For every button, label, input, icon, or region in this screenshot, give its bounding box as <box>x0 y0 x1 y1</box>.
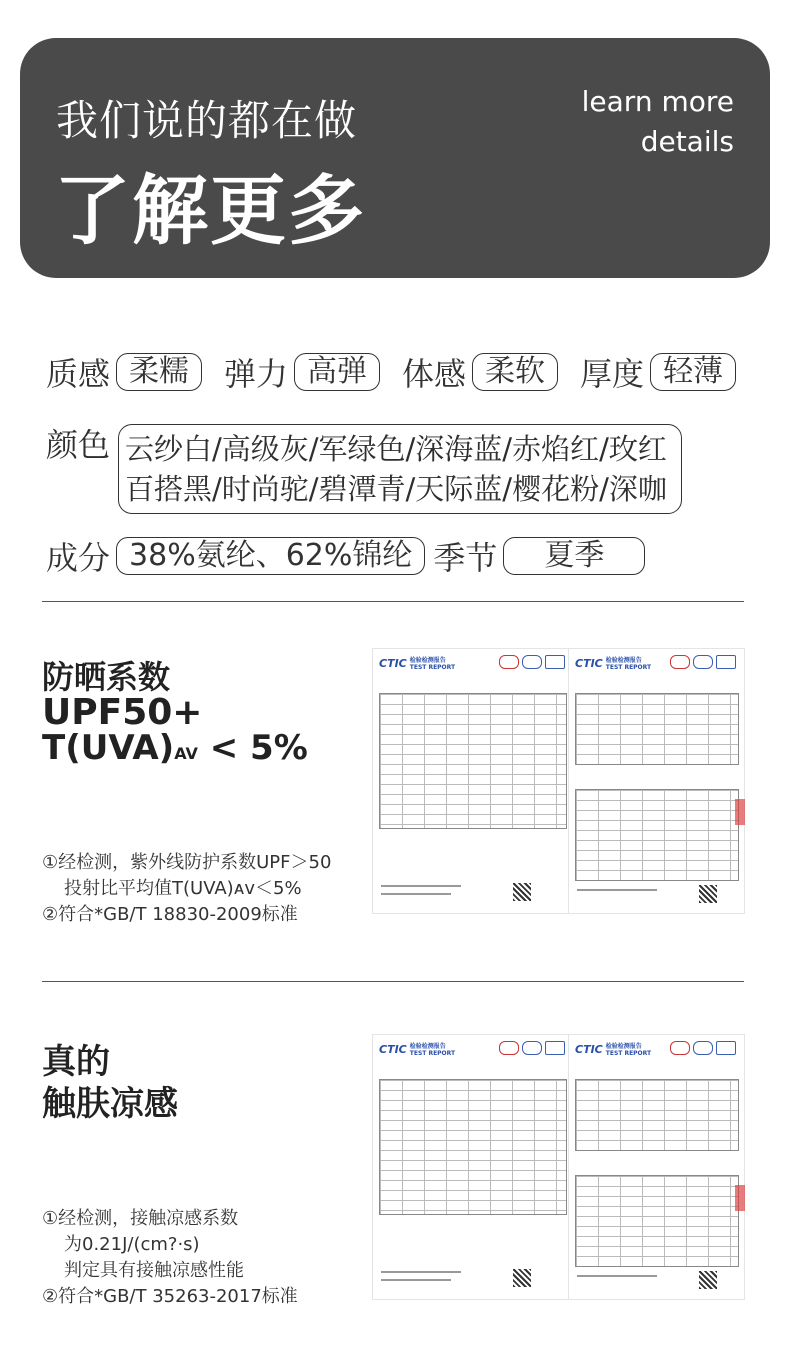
uva-value <box>42 728 308 768</box>
cool-heading-2: 触肤凉感 <box>42 1084 178 1124</box>
cool-notes <box>42 1206 298 1310</box>
upf-note-2: ②符合*GB/T 18830-2009标准 <box>42 904 298 925</box>
attribute-row-1 <box>46 349 736 395</box>
test-report-image <box>568 648 745 914</box>
attribute-row-3 <box>46 533 667 579</box>
composition-label: 成分 <box>46 539 111 577</box>
hero-en-line1: learn more <box>581 85 734 118</box>
report-logo: CTIC 检验检测报告 TEST REPORT <box>575 1043 652 1057</box>
test-report-image <box>372 648 574 914</box>
cool-heading-1: 真的 <box>42 1042 110 1082</box>
qr-code <box>699 885 717 903</box>
season-value: 夏季 <box>503 537 645 575</box>
upf-value: UPF50+ <box>42 692 203 733</box>
hero-learn-more[interactable] <box>582 82 734 162</box>
certification-logos <box>499 1041 565 1055</box>
certification-logos <box>670 1041 736 1055</box>
upf-notes <box>42 850 331 928</box>
upf-note-1a: ①经检测，紫外线防护系数UPF＞50 <box>42 852 332 873</box>
certification-logos <box>670 655 736 669</box>
feel-label: 体感 <box>402 355 467 393</box>
thickness-label: 厚度 <box>580 355 645 393</box>
color-line-1: 云纱白/高级灰/军绿色/深海蓝/赤焰红/玫红 <box>125 432 667 466</box>
report-logo: CTIC 检验检测报告 TEST REPORT <box>379 657 456 671</box>
test-report-image <box>372 1034 574 1300</box>
upf-note-1b: 投射比平均值T(UVA)ᴀᴠ＜5% <box>64 878 302 899</box>
uva-main: T(UVA) <box>42 728 175 768</box>
color-options <box>118 424 682 514</box>
composition-value: 38%氨纶、62%锦纶 <box>116 537 425 575</box>
texture-value: 柔糯 <box>116 353 202 391</box>
feel-value: 柔软 <box>472 353 558 391</box>
report-logo: CTIC 检验检测报告 TEST REPORT <box>379 1043 456 1057</box>
upf-heading: 防晒系数 <box>42 658 171 696</box>
color-line-2: 百搭黑/时尚驼/碧潭青/天际蓝/樱花粉/深咖 <box>125 472 667 506</box>
cool-note-1c: 判定具有接触凉感性能 <box>64 1260 244 1281</box>
uva-sub: AV <box>174 744 198 763</box>
hero-slogan: 我们说的都在做 <box>56 96 358 145</box>
thickness-value: 轻薄 <box>650 353 736 391</box>
certification-logos <box>499 655 565 669</box>
hero-en-line2: details <box>640 125 734 158</box>
hero-title: 了解更多 <box>54 166 366 255</box>
report-table <box>575 1175 739 1267</box>
report-table <box>379 1079 567 1215</box>
divider <box>42 981 744 982</box>
uva-end: < 5% <box>197 728 308 768</box>
test-report-image <box>568 1034 745 1300</box>
qr-code <box>513 1269 531 1287</box>
stamp <box>735 799 745 825</box>
elasticity-label: 弹力 <box>224 355 289 393</box>
color-label: 颜色 <box>46 426 111 464</box>
report-logo: CTIC 检验检测报告 TEST REPORT <box>575 657 652 671</box>
qr-code <box>513 883 531 901</box>
qr-code <box>699 1271 717 1289</box>
report-table <box>379 693 567 829</box>
report-table <box>575 693 739 765</box>
cool-note-2: ②符合*GB/T 35263-2017标准 <box>42 1286 298 1307</box>
texture-label: 质感 <box>46 355 111 393</box>
hero-banner <box>20 38 770 278</box>
cool-note-1b: 为0.21J/(cm?·s) <box>64 1234 200 1255</box>
report-table <box>575 789 739 881</box>
season-label: 季节 <box>433 539 498 577</box>
stamp <box>735 1185 745 1211</box>
report-table <box>575 1079 739 1151</box>
elasticity-value: 高弹 <box>294 353 380 391</box>
divider <box>42 601 744 602</box>
cool-note-1a: ①经检测，接触凉感系数 <box>42 1208 239 1229</box>
